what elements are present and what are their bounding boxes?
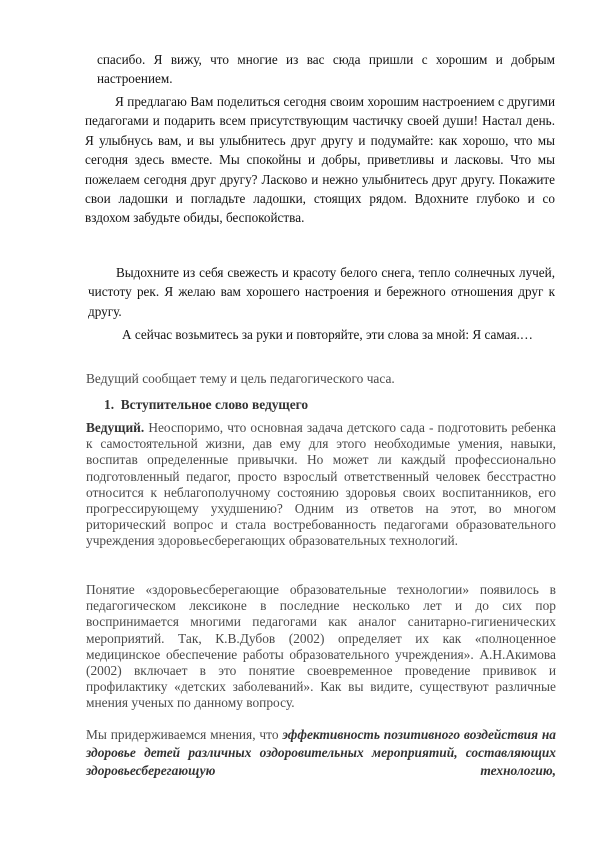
paragraph-thanks: спасибо. Я вижу, что многие из вас сюда пришли с хорошим и добрым настроением.	[97, 52, 555, 87]
paragraph-concept: Понятие «здоровьесберегающие образовательные технологии» появилось в педагогическом лексиконе в последние несколько лет и до сих пор воспринимается многими педагогами как аналог санитарно-гигиенических мероприятий. Так, К.В.Дубов (2002) определяет их как «полноценное медицинское обеспечение работы образовательного учреждения». А.Н.Акимова (2002) включает в это понятие своевременное проведение прививок и профилактику «детских заболеваний». Как вы видите, существуют различные мнения ученых по данному вопросу.	[86, 582, 556, 711]
paragraph-leader-text: Неоспоримо, что основная задача детского сада - подготовить ребенка к самостоятельной жизни, дав ему для этого необходимые умения, навыки, воспитав определенные привычки. Но может ли каждый профессионально подготовленный педагог, просто взрослый ответственный человек бесстрастно относится к неблагополучному состоянию здоровья своих воспитанников, его прогрессирующему ухудшению? Одним из ответов на этот, во многом риторический вопрос и стала востребованность педагогами образовательного учреждения здоровьесберегающих образовательных технологий.	[86, 420, 556, 549]
paragraph-opinion-start: Мы придерживаемся мнения, что	[86, 727, 283, 742]
paragraph-leader-intro	[86, 420, 556, 550]
paragraph-opinion	[86, 726, 556, 780]
speaker-label: Ведущий.	[86, 420, 145, 435]
section-title: Вступительное слово ведущего	[120, 397, 309, 412]
paragraph-hold-hands: А сейчас возьмитесь за руки и повторяйте, эти слова за мной: Я самая.…	[122, 327, 533, 342]
section-heading	[104, 397, 544, 413]
paragraph-exhale: Выдохните из себя свежесть и красоту белого снега, тепло солнечных лучей, чистоту рек. Я желаю вам хорошего настроения и бережного отношения друг к другу.	[88, 265, 555, 319]
section-number: 1.	[104, 397, 115, 412]
paragraph-opinion-emphasis: эффективность позитивного воздействия на здоровье детей различных оздоровительных мероприятий, составляющих здоровьесберегающую технологию,	[86, 727, 557, 778]
paragraph-share-mood: Я предлагаю Вам поделиться сегодня своим хорошим настроением с другими педагогами и подарить всем присутствующим частичку своей души! Настал день. Я улыбнусь вам, и вы улыбнитесь друг другу и подумайте: как хорошо, что мы сегодня здесь вместе. Мы спокойны и добры, приветливы и ласковы. Что мы пожелаем сегодня друг другу? Ласково и нежно улыбнитесь друг другу. Покажите свои ладошки и погладьте ладошки, стоящих рядом. Вдохните глубоко и со вздохом забудьте обиды, беспокойства.	[85, 94, 555, 226]
paragraph-topic-announcement: Ведущий сообщает тему и цель педагогического часа.	[86, 371, 395, 386]
